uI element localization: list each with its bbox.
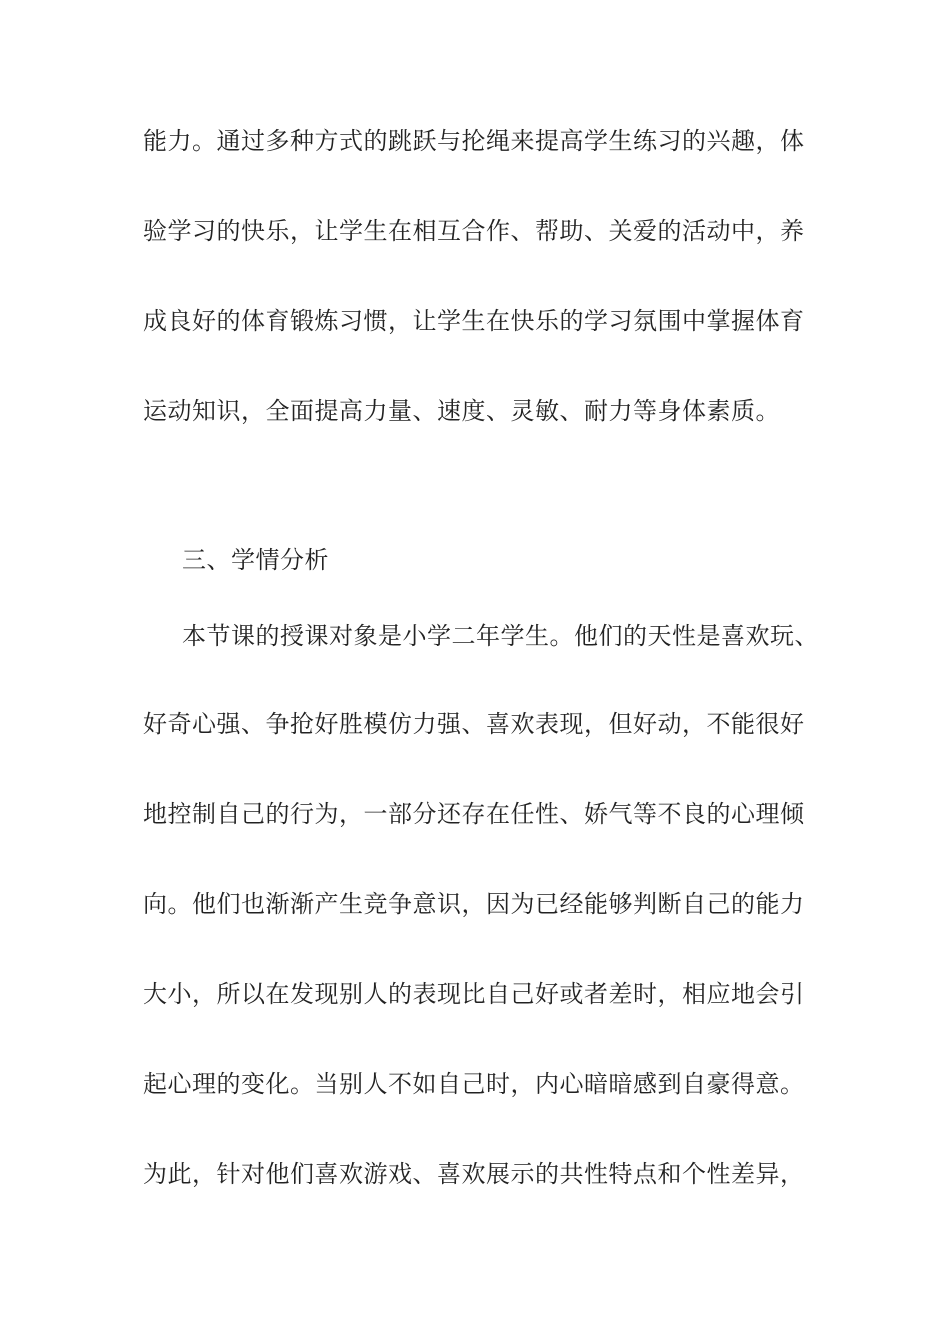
paragraph-line: 大小，所以在发现别人的表现比自己好或者差时，相应地会引 <box>143 980 805 1008</box>
section-heading: 三、学情分析 <box>182 546 329 574</box>
paragraph-line: 运动知识，全面提高力量、速度、灵敏、耐力等身体素质。 <box>143 397 780 425</box>
paragraph-line: 地控制自己的行为，一部分还存在任性、娇气等不良的心理倾 <box>143 800 805 828</box>
paragraph-line: 好奇心强、争抢好胜模仿力强、喜欢表现，但好动，不能很好 <box>143 710 805 738</box>
paragraph-line: 验学习的快乐，让学生在相互合作、帮助、关爱的活动中，养 <box>143 217 805 245</box>
paragraph-line: 起心理的变化。当别人不如自己时，内心暗暗感到自豪得意。 <box>143 1070 805 1098</box>
paragraph-line: 为此，针对他们喜欢游戏、喜欢展示的共性特点和个性差异， <box>143 1160 805 1188</box>
paragraph-line: 成良好的体育锻炼习惯，让学生在快乐的学习氛围中掌握体育 <box>143 307 805 335</box>
paragraph-line: 本节课的授课对象是小学二年学生。他们的天性是喜欢玩、 <box>182 622 819 650</box>
paragraph-line: 能力。通过多种方式的跳跃与抡绳来提高学生练习的兴趣，体 <box>143 127 805 155</box>
paragraph-line: 向。他们也渐渐产生竞争意识，因为已经能够判断自己的能力 <box>143 890 805 918</box>
